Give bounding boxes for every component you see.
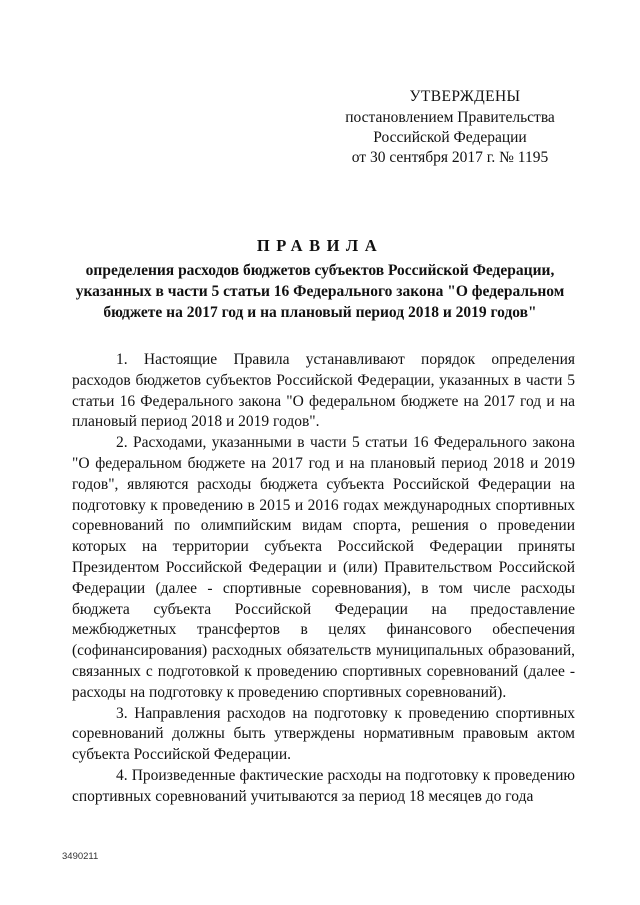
subtitle-line-1: определения расходов бюджетов субъектов Российской Федерации,: [85, 262, 555, 279]
approval-line-resolution: постановлением Правительства: [345, 109, 555, 126]
subtitle-line-3: бюджете на 2017 год и на плановый период 2018 и 2019 годов": [103, 304, 537, 321]
subtitle-line-2: указанных в части 5 статьи 16 Федерального закона "О федеральном: [75, 283, 565, 300]
approval-line-date-number: от 30 сентября 2017 г. № 1195: [351, 149, 549, 166]
document-code: 3490211: [62, 851, 99, 862]
approved-heading: УТВЕРЖДЕНЫ: [409, 88, 521, 105]
document-body: [72, 350, 575, 808]
paragraph-2: 2. Расходами, указанными в части 5 статьи 16 Федерального закона "О федеральном бюджете на 2017 год и на плановый период 2018 и 2019 годов", являются расходы бюджета субъекта Российской Федерации на подготовку к проведению в 2015 и 2016 годах международных спортивных соревнований по олимпийским видам спорта, решения о проведении которых на территории субъекта Российской Федерации приняты Президентом Российской Федерации и (или) Правительством Российской Федерации (далее - спортивные соревнования), в том числе расходы бюджета субъекта Российской Федерации на предоставление межбюджетных трансфертов в целях финансового обеспечения (софинансирования) расходных обязательств муниципальных образований, связанных с подготовкой к проведению спортивных соревнований (далее - расходы на подготовку к проведению спортивных соревнований).: [72, 434, 575, 701]
paragraph-4: 4. Произведенные фактические расходы на подготовку к проведению спортивных соревнований учитываются за период 18 месяцев до года: [72, 766, 575, 805]
paragraph-3: 3. Направления расходов на подготовку к проведению спортивных соревнований должны быть утверждены нормативным правовым актом субъекта Российской Федерации.: [72, 704, 575, 764]
document-title: ПРАВИЛА: [256, 236, 384, 255]
document-subtitle: [60, 260, 580, 323]
approval-line-country: Российской Федерации: [373, 129, 527, 146]
paragraph-1: 1. Настоящие Правила устанавливают порядок определения расходов бюджетов субъектов Российской Федерации, указанных в части 5 статьи 16 Федерального закона "О федеральном бюджете на 2017 год и на плановый период 2018 и 2019 годов".: [72, 351, 575, 431]
